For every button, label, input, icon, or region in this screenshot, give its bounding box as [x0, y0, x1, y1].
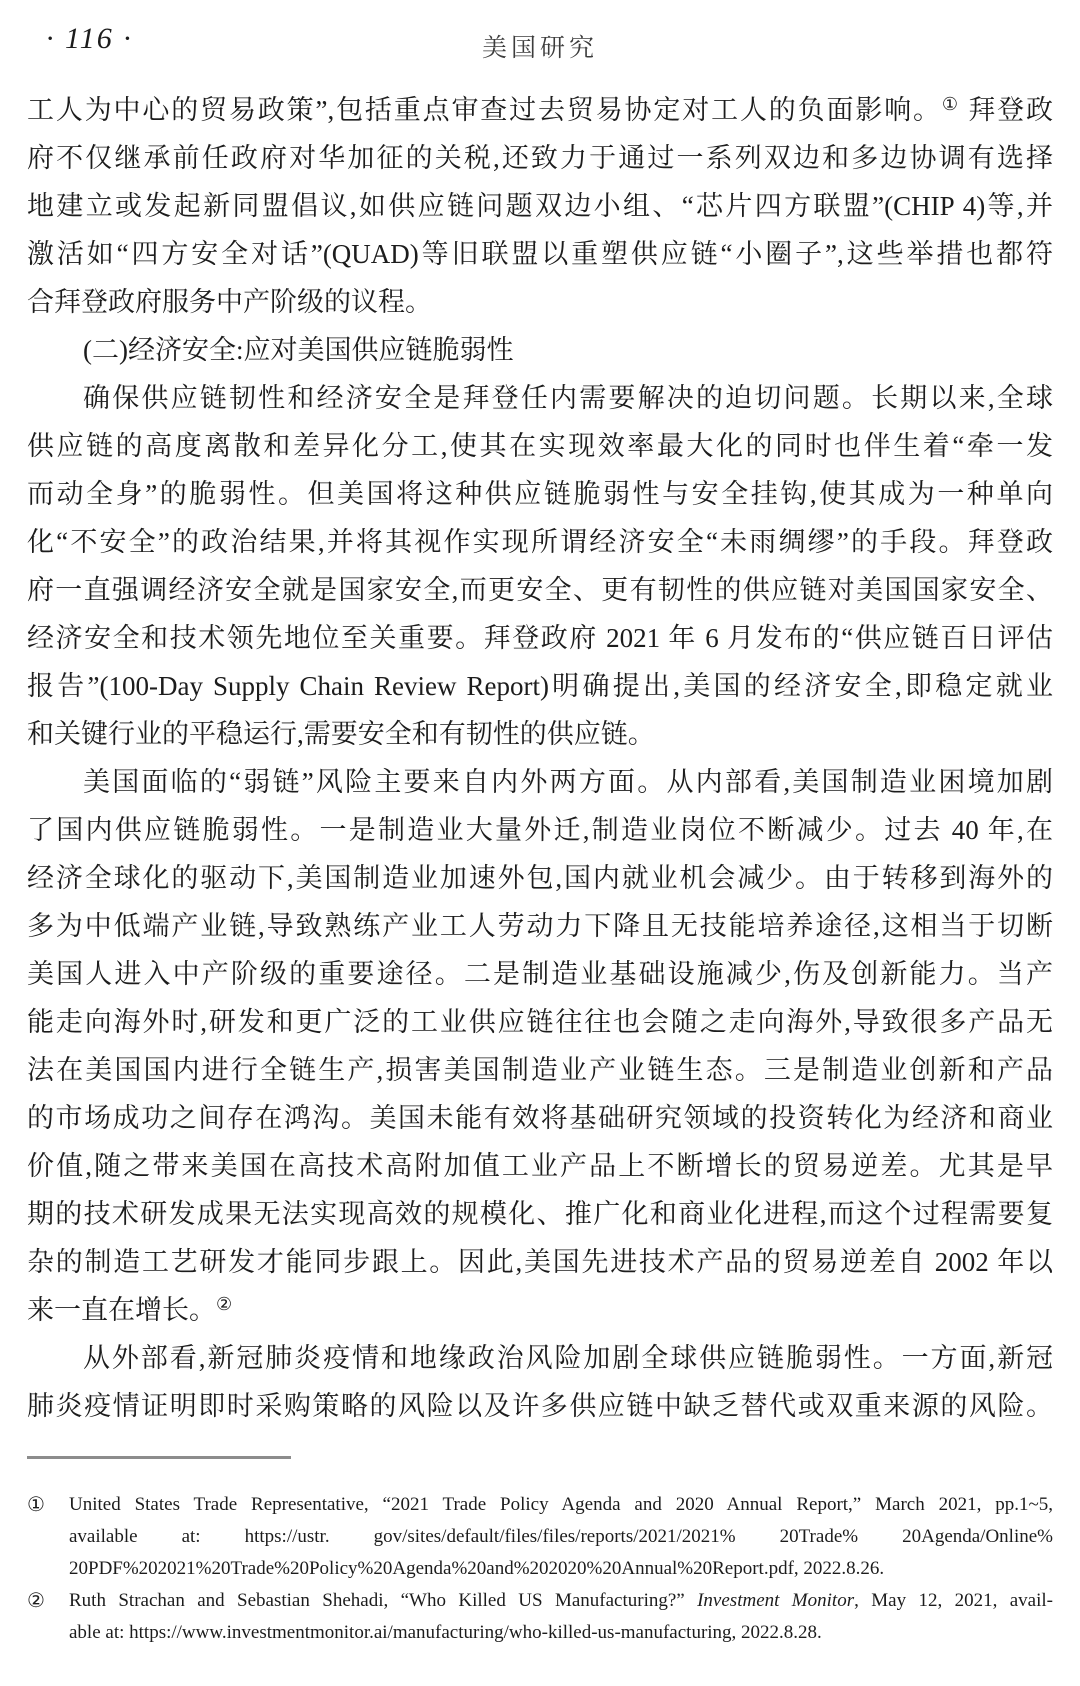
text-run: 府一直强调经济安全就是国家安全,而更安全、更有韧性的供应链对美国国家安全、 — [27, 575, 1053, 605]
text-run: 和关键行业的平稳运行,需要安全和有韧性的供应链。 — [27, 719, 655, 749]
page-header — [0, 0, 1080, 64]
body-line — [27, 662, 1053, 710]
body-line — [27, 758, 1053, 806]
body-line — [27, 566, 1053, 614]
footnote-line — [69, 1521, 1053, 1553]
body-line — [27, 422, 1053, 470]
section-heading-line — [27, 326, 1053, 374]
text-run: 确保供应链韧性和经济安全是拜登任内需要解决的迫切问题。长期以来,全球 — [83, 383, 1053, 413]
body-line — [27, 1046, 1053, 1094]
body-line — [27, 86, 1053, 134]
text-run: Ruth Strachan and Sebastian Shehadi, “Who Killed US Manufacturing?” — [69, 1590, 698, 1611]
body-line — [27, 1094, 1053, 1142]
footnote-line — [69, 1585, 1053, 1617]
body-line — [27, 806, 1053, 854]
body-line — [27, 998, 1053, 1046]
text-run: 经济全球化的驱动下,美国制造业加速外包,国内就业机会减少。由于转移到海外的 — [27, 863, 1053, 893]
body-line — [27, 1334, 1053, 1382]
body-text — [27, 86, 1053, 1430]
text-run: , May 12, 2021, avail- — [854, 1590, 1053, 1611]
text-run: 报告”(100-Day Supply Chain Review Report)明确提出,美国的经济安全,即稳定就业 — [27, 671, 1053, 701]
body-line — [27, 1142, 1053, 1190]
text-run: Investment Monitor — [697, 1590, 855, 1611]
text-run: 拜登政 — [959, 95, 1053, 125]
journal-title: 美国研究 — [481, 35, 598, 62]
text-run: 多为中低端产业链,导致熟练产业工人劳动力下降且无技能培养途径,这相当于切断 — [27, 911, 1053, 941]
paragraph-continuation — [27, 86, 1053, 326]
text-run: 美国人进入中产阶级的重要途径。二是制造业基础设施减少,伤及创新能力。当产 — [27, 959, 1053, 989]
body-line — [27, 1286, 1053, 1334]
body-line — [27, 134, 1053, 182]
text-run: 经济安全和技术领先地位至关重要。拜登政府 2021 年 6 月发布的“供应链百日评估 — [27, 623, 1053, 653]
footnote-line — [69, 1553, 1053, 1585]
footnote-marker: ② — [27, 1590, 45, 1612]
text-run: 府不仅继承前任政府对华加征的关税,还致力于通过一系列双边和多边协调有选择 — [27, 143, 1053, 173]
body-line — [27, 518, 1053, 566]
footnote-separator — [27, 1456, 291, 1459]
text-run: 供应链的高度离散和差异化分工,使其在实现效率最大化的同时也伴生着“牵一发 — [27, 431, 1053, 461]
paragraph-external-risks — [27, 1334, 1053, 1430]
text-run: 肺炎疫情证明即时采购策略的风险以及许多供应链中缺乏替代或双重来源的风险。 — [27, 1391, 1053, 1421]
text-run: 期的技术研发成果无法实现高效的规模化、推广化和商业化进程,而这个过程需要复 — [27, 1199, 1053, 1229]
body-line — [27, 470, 1053, 518]
text-run: 而动全身”的脆弱性。但美国将这种供应链脆弱性与安全挂钩,使其成为一种单向 — [27, 479, 1053, 509]
footnote-marker: ① — [27, 1494, 45, 1516]
text-run: 激活如“四方安全对话”(QUAD)等旧联盟以重塑供应链“小圈子”,这些举措也都符 — [27, 239, 1053, 269]
body-line — [27, 230, 1053, 278]
body-line — [27, 1190, 1053, 1238]
body-line — [27, 710, 1053, 758]
text-run: available at: https://ustr. gov/sites/default/files/files/reports/2021/2021% 20Trade% 20Agenda/Online% — [69, 1526, 1053, 1547]
text-run: 来一直在增长。 — [27, 1295, 216, 1325]
text-run: 工人为中心的贸易政策”,包括重点审查过去贸易协定对工人的负面影响。 — [27, 95, 942, 125]
body-line — [27, 278, 1053, 326]
body-line — [27, 614, 1053, 662]
body-line — [27, 1382, 1053, 1430]
text-run: (二)经济安全:应对美国供应链脆弱性 — [83, 335, 514, 365]
body-line — [27, 854, 1053, 902]
paragraph-economic-security — [27, 374, 1053, 758]
text-run: 杂的制造工艺研发才能同步跟上。因此,美国先进技术产品的贸易逆差自 2002 年以 — [27, 1247, 1053, 1277]
footnote-line — [69, 1617, 1053, 1649]
body-line — [27, 902, 1053, 950]
text-run: United States Trade Representative, “2021 Trade Policy Agenda and 2020 Annual Report,” March 2021, pp.1~5, — [69, 1494, 1053, 1515]
text-run: 法在美国国内进行全链生产,损害美国制造业产业链生态。三是制造业创新和产品 — [27, 1055, 1053, 1085]
text-run: 了国内供应链脆弱性。一是制造业大量外迁,制造业岗位不断减少。过去 40 年,在 — [27, 815, 1053, 845]
footnote-item — [27, 1585, 1053, 1649]
text-run: 从外部看,新冠肺炎疫情和地缘政治风险加剧全球供应链脆弱性。一方面,新冠 — [83, 1343, 1053, 1373]
footnote-ref-marker: ② — [216, 1294, 232, 1315]
footnotes — [27, 1489, 1053, 1649]
footnote-text — [69, 1489, 1053, 1585]
text-run: 化“不安全”的政治结果,并将其视作实现所谓经济安全“未雨绸缪”的手段。拜登政 — [27, 527, 1053, 557]
text-run: able at: https://www.investmentmonitor.ai/manufacturing/who-killed-us-manufacturing, 2022.8.28. — [69, 1622, 822, 1643]
text-run: 价值,随之带来美国在高技术高附加值工业产品上不断增长的贸易逆差。尤其是早 — [27, 1151, 1053, 1181]
footnote-ref-marker: ① — [941, 94, 960, 115]
body-line — [27, 182, 1053, 230]
footnote-text — [69, 1585, 1053, 1649]
text-run: 地建立或发起新同盟倡议,如供应链问题双边小组、“芯片四方联盟”(CHIP 4)等,并 — [27, 191, 1053, 221]
text-run: 合拜登政府服务中产阶级的议程。 — [27, 287, 432, 317]
footnote-line — [69, 1489, 1053, 1521]
text-run: 能走向海外时,研发和更广泛的工业供应链往往也会随之走向海外,导致很多产品无 — [27, 1007, 1053, 1037]
body-line — [27, 374, 1053, 422]
footnote-item — [27, 1489, 1053, 1585]
text-run: 20PDF%202021%20Trade%20Policy%20Agenda%20and%202020%20Annual%20Report.pdf, 2022.8.26. — [69, 1558, 885, 1579]
section-heading — [27, 326, 1053, 374]
paragraph-weak-link-risks — [27, 758, 1053, 1334]
body-line — [27, 1238, 1053, 1286]
text-run: 美国面临的“弱链”风险主要来自内外两方面。从内部看,美国制造业困境加剧 — [83, 767, 1053, 797]
page-number: · 116 · — [46, 22, 133, 55]
body-line — [27, 950, 1053, 998]
text-run: 的市场成功之间存在鸿沟。美国未能有效将基础研究领域的投资转化为经济和商业 — [27, 1103, 1053, 1133]
